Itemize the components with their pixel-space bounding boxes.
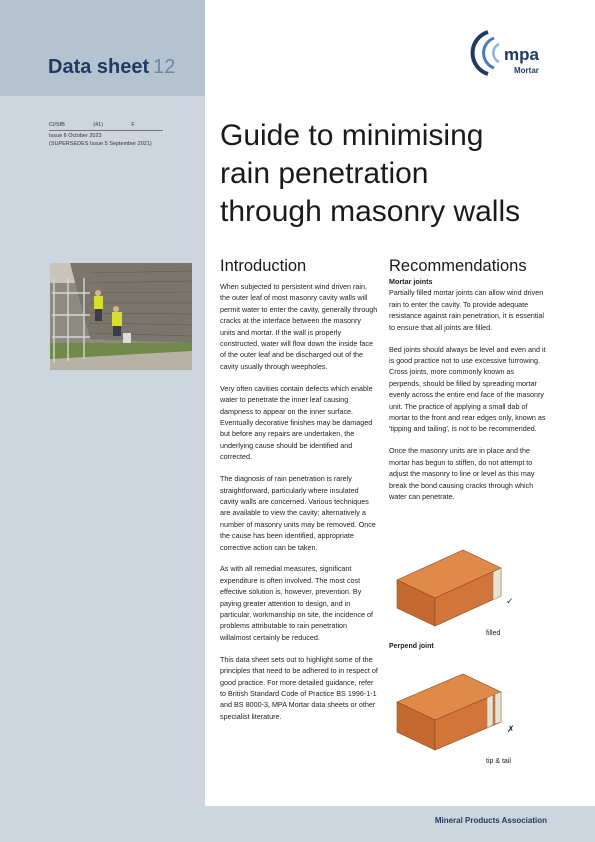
logo-wordmark: mpa — [504, 45, 539, 64]
cisfb-code: CI/SfB — [49, 122, 65, 128]
title-line-3: through masonry walls — [220, 195, 521, 228]
page-title — [220, 117, 565, 231]
intro-paragraph: This data sheet sets out to highlight some of the principles that need to be adhered to in respect of good practice. For more detailed guidance, refer to British Standard Code of Practice BS 1996-1-1 and BS 8000-3, MPA Mortar data sheets or other specialist literature. — [220, 654, 378, 721]
brick-tip-tail-illustration — [389, 668, 509, 758]
introduction-heading: Introduction — [220, 257, 307, 275]
document-meta — [49, 122, 163, 147]
intro-paragraph: When subjected to persistent wind driven rain, the outer leaf of most masonry cavity walls will permit water to enter the cavity, generally through cracks at the interface between the masonry units and mortar. If the wall is properly constructed, water will flow down the inside face of the outer leaf and be discharged out of the cavity usually through weepholes. — [220, 282, 378, 371]
intro-paragraph: As with all remedial measures, significant expenditure is often involved. The most cost effective solution is, however, prevention. By paying greater attention to design, and in particular, workmanship on site, the incidence of problems attributable to rain penetration willalmost certainly be reduced. — [220, 564, 374, 642]
title-line-2: rain penetration — [220, 157, 429, 190]
brick-filled-illustration — [389, 540, 509, 630]
cisfb-number: (41) — [93, 122, 103, 128]
footer-band — [0, 806, 595, 842]
site-photo — [50, 263, 192, 370]
datasheet-label: Data sheet — [48, 56, 150, 78]
datasheet-title — [48, 56, 175, 79]
intro-paragraph: The diagnosis of rain penetration is rarely straightforward, particularly where insulated cavity walls are concerned. Various techniques are available to view the cavity; alternatively a number of masonry units may be removed. Once the cause has been identified, appropriate corrective action can be taken. — [220, 474, 376, 552]
perpend-joint-caption: Perpend joint — [389, 643, 434, 650]
issue-line: Issue 6 October 2023 — [49, 133, 102, 139]
filled-label: filled — [486, 630, 501, 637]
header-band — [0, 0, 205, 96]
rec-paragraph: Partially filled mortar joints can allow wind driven rain to enter the cavity. To provide adequate resistance against rain penetration, it is essential to ensure that all joints are filled. — [389, 288, 545, 332]
mortar-joints-subheading: Mortar joints — [389, 277, 433, 286]
rec-paragraph: Bed joints should always be level and even and it is good practice not to use excessive furrowing. Cross joints, more commonly known as perpends, should be filled by spreading mortar evenly across the entire end face of the masonry unit. The practice of applying a small dab of mortar to the front and rear edges only, known as 'tipping and tailing', is not to be recommended. — [389, 344, 546, 434]
logo-subtitle: Mortar — [514, 66, 539, 75]
check-mark-icon: ✓ — [506, 596, 514, 606]
title-line-1: Guide to minimising — [220, 119, 484, 152]
datasheet-number: 12 — [153, 56, 176, 78]
tip-tail-label: tip & tail — [486, 758, 511, 765]
cross-mark-icon: ✗ — [507, 724, 515, 734]
intro-paragraph: Very often cavities contain defects which enable water to penetrate the inner leaf causing dampness to appear on the inner surface. Eventually decorative finishes may be damaged but before any repairs are undertaken, the underlying cause should be identified and corrected. — [220, 383, 373, 462]
supersedes-line: (SUPERSEDES Issue 5 September 2021) — [49, 141, 152, 147]
recommendations-text — [389, 276, 547, 513]
recommendations-heading: Recommendations — [389, 257, 527, 275]
cisfb-letter: F — [131, 122, 135, 128]
rec-paragraph: Once the masonry units are in place and the mortar has begun to stiffen, do not attempt to adjust the masonry to line or level as this may break the bond causing cracks through which water can penetrate. — [389, 446, 535, 501]
footer-organisation: Mineral Products Association — [434, 816, 547, 825]
introduction-text — [220, 281, 378, 733]
